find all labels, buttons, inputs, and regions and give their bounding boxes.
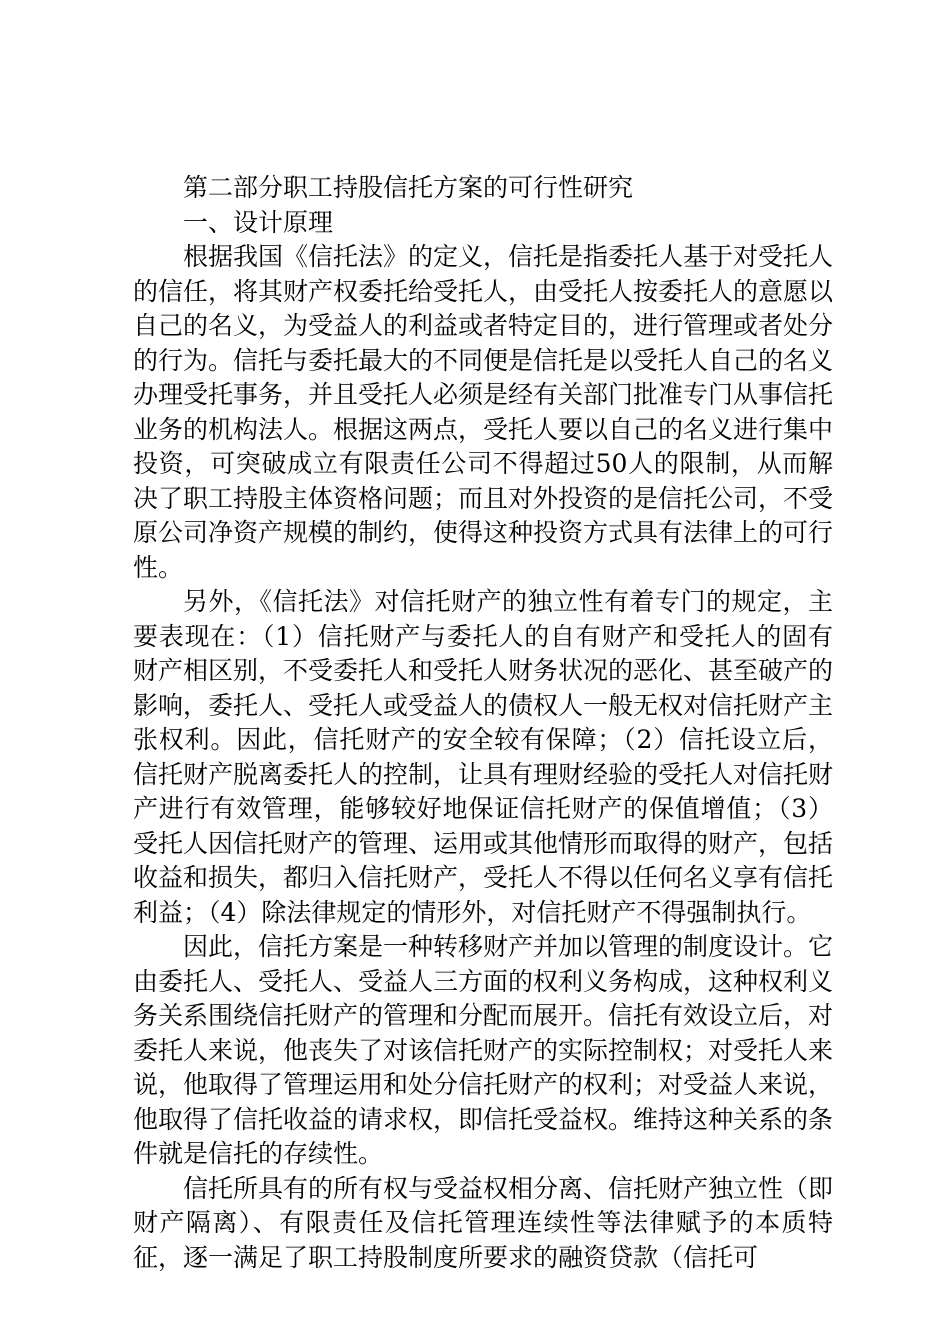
paragraph-3: 因此，信托方案是一种转移财产并加以管理的制度设计。它由委托人、受托人、受益人三方面的权利义务构成，这种权利义务关系围绕信托财产的管理和分配而展开。信托有效设立后，对委托人来说，他丧失了对该信托财产的实际控制权；对受托人来说，他取得了管理运用和处分信托财产的权利；对受益人来说，他取得了信托收益的请求权，即信托受益权。维持这种关系的条件就是信托的存续性。 (133, 932, 834, 1168)
section-heading: 一、设计原理 (183, 207, 334, 237)
paragraph-4: 信托所具有的所有权与受益权相分离、信托财产独立性（即财产隔离）、有限责任及信托管理连续性等法律赋予的本质特征，逐一满足了职工持股制度所要求的融资贷款（信托可 (133, 1173, 834, 1272)
document-title: 第二部分职工持股信托方案的可行性研究 (183, 173, 634, 202)
paragraph-2: 另外，《信托法》对信托财产的独立性有着专门的规定，主要表现在：（1）信托财产与委托人的自有财产和受托人的固有财产相区别，不受委托人和受托人财务状况的恶化、甚至破产的影响，委托人、受托人或受益人的债权人一般无权对信托财产主张权利。因此，信托财产的安全较有保障；（2）信托设立后，信托财产脱离委托人的控制，让具有理财经验的受托人对信托财产进行有效管理，能够较好地保证信托财产的保值增值；（3）受托人因信托财产的管理、运用或其他情形而取得的财产，包括收益和损失，都归入信托财产，受托人不得以任何名义享有信托利益；（4）除法律规定的情形外，对信托财产不得强制执行。 (133, 587, 834, 927)
paragraph-1: 根据我国《信托法》的定义，信托是指委托人基于对受托人的信任，将其财产权委托给受托人，由受托人按委托人的意愿以自己的名义，为受益人的利益或者特定目的，进行管理或者处分的行为。信托与委托最大的不同便是信托是以受托人自己的名义办理受托事务，并且受托人必须是经有关部门批准专门从事信托业务的机构法人。根据这两点，受托人要以自己的名义进行集中投资，可突破成立有限责任公司不得超过50人的限制，从而解决了职工持股主体资格问题；而且对外投资的是信托公司，不受原公司净资产规模的制约，使得这种投资方式具有法律上的可行性。 (133, 242, 834, 582)
document-body (133, 171, 833, 1275)
